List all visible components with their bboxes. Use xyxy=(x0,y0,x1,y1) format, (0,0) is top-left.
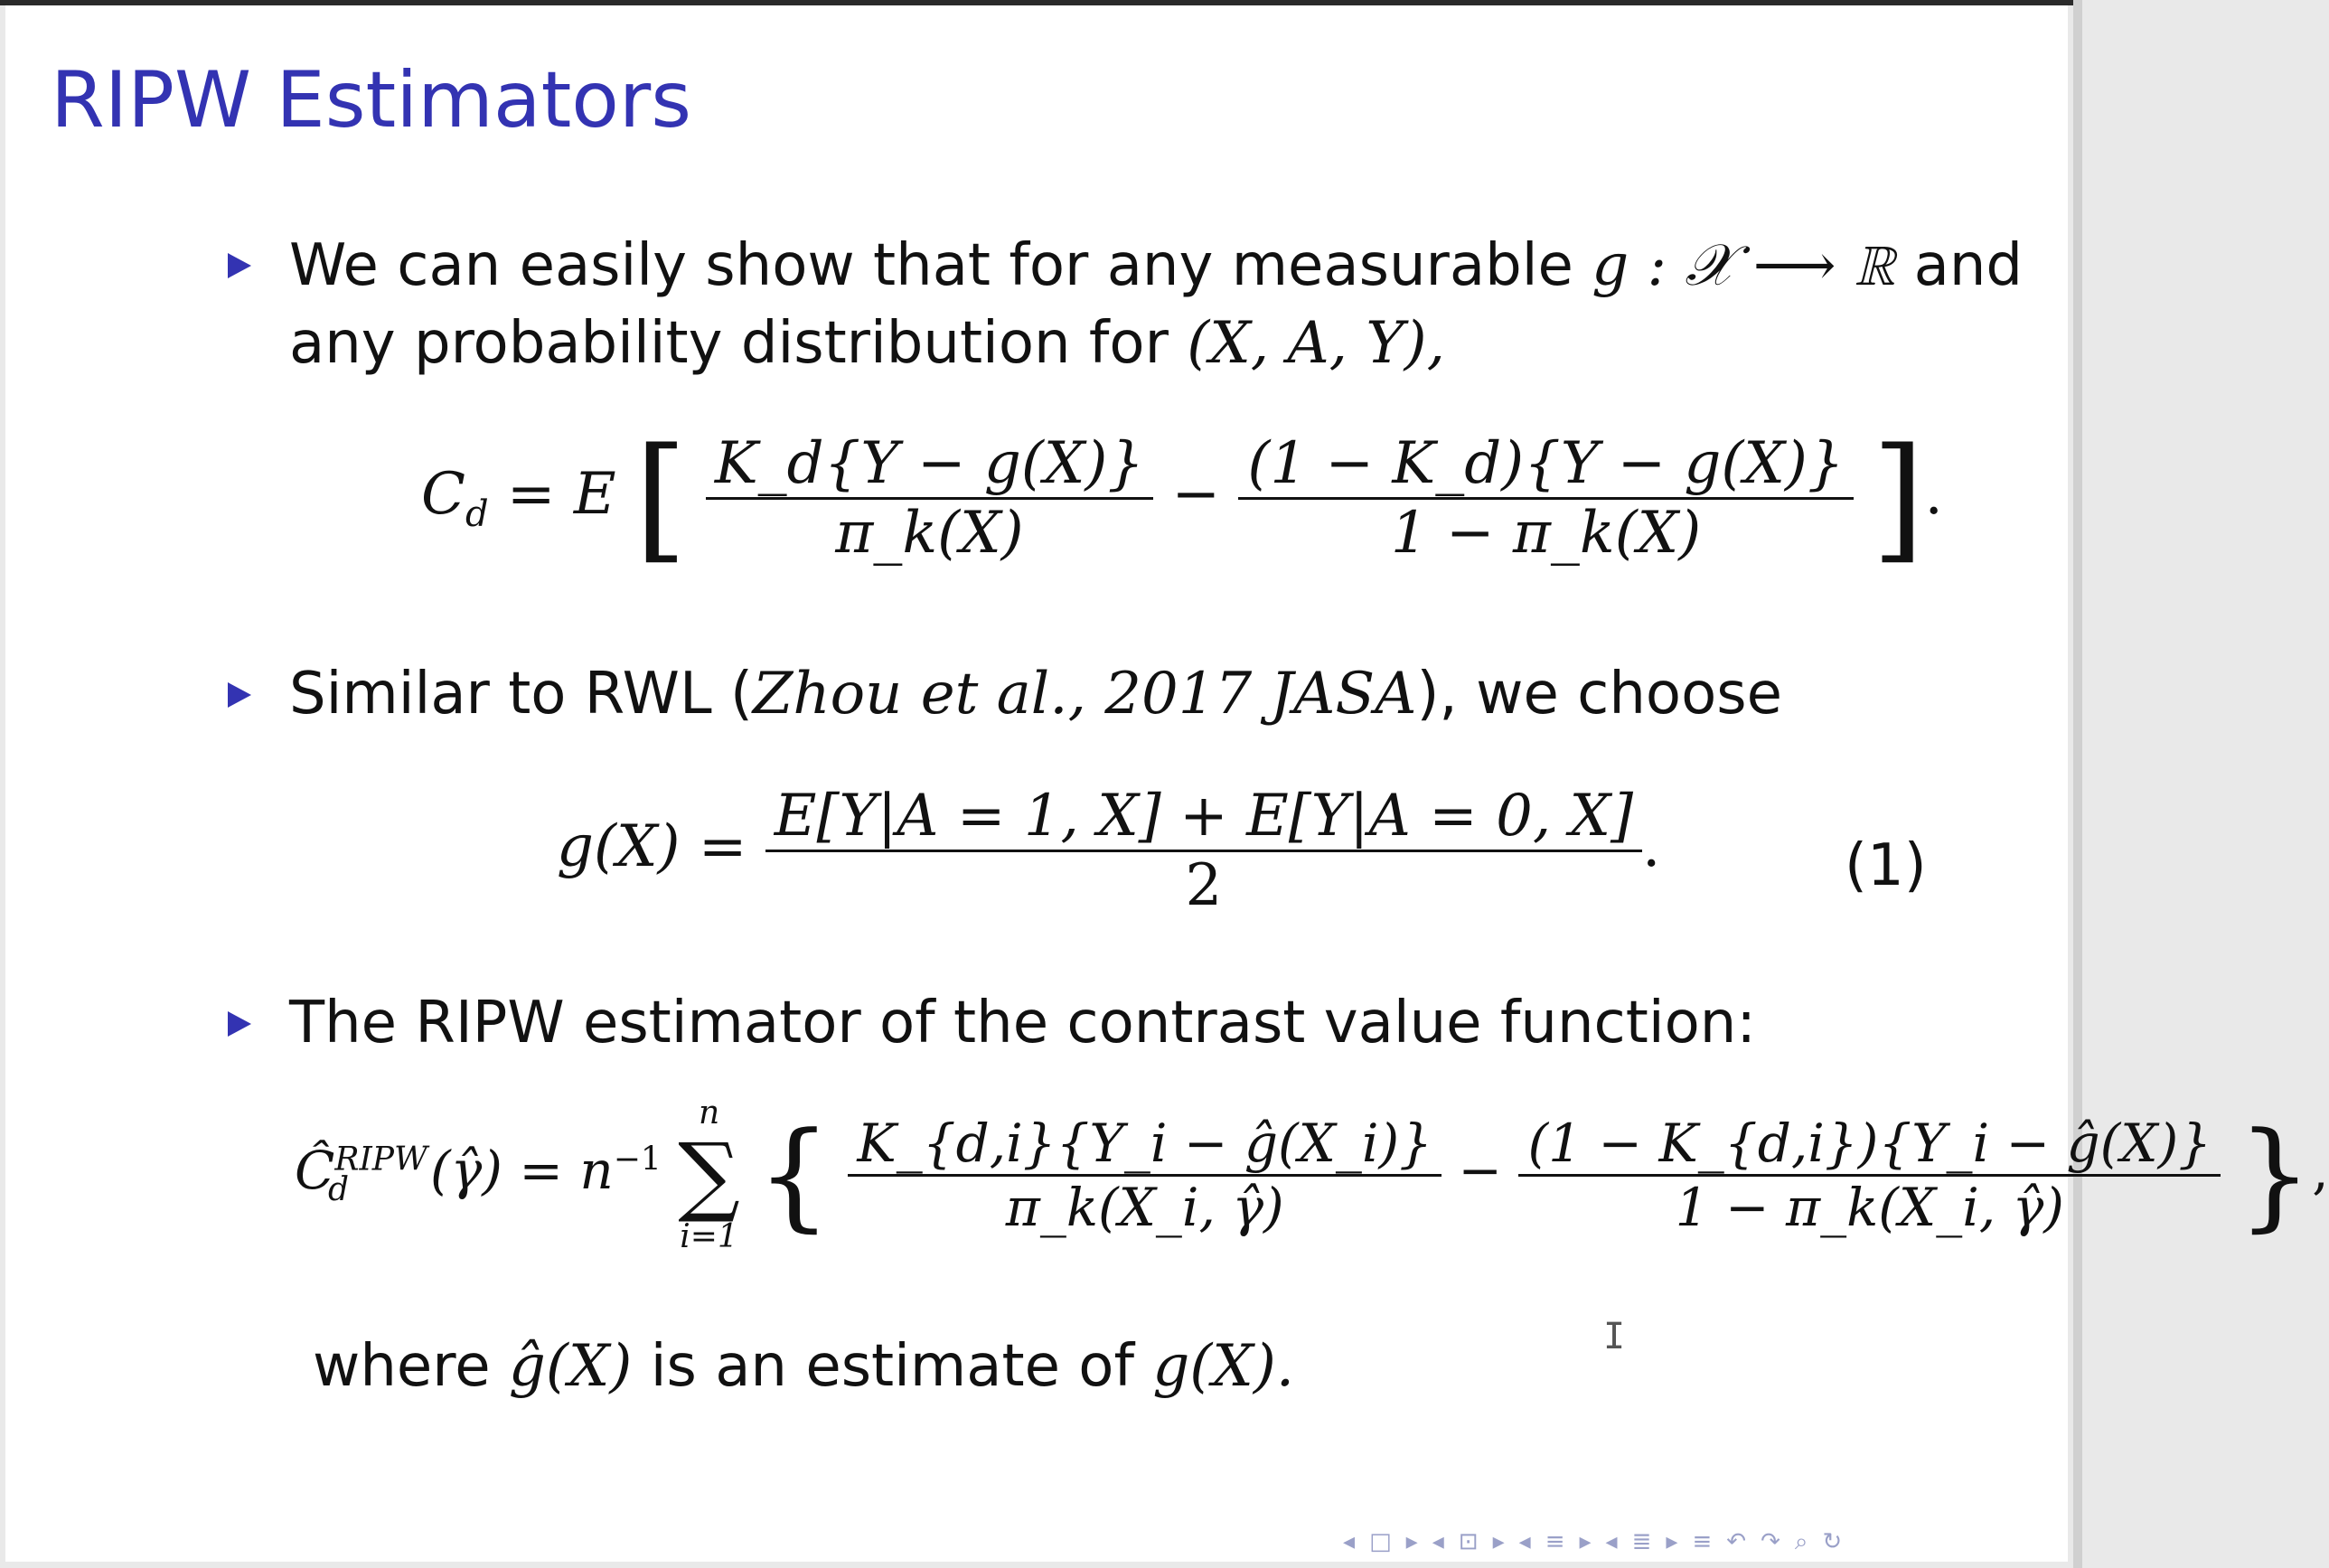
eq2-den: 2 xyxy=(1185,852,1223,919)
bullet-triangle-icon xyxy=(228,682,251,708)
eq3-frac1-num: K_{d,i}{Y_i − ĝ(X_i)} xyxy=(848,1113,1442,1177)
window-right-edge xyxy=(2073,0,2082,1568)
bullet-1-line-2 xyxy=(289,304,1445,383)
equation-cd xyxy=(421,419,1943,577)
nav-subsection-icon[interactable]: ⊡ xyxy=(1458,1528,1479,1555)
eq2-lhs: g(X) = xyxy=(557,813,747,880)
nav-document-icon[interactable]: ≣ xyxy=(1631,1528,1652,1555)
closing-line xyxy=(313,1327,1294,1406)
eq2-fraction xyxy=(765,783,1642,919)
eq3-minus: − xyxy=(1458,1140,1503,1202)
nav-appendix-icon[interactable]: ≡ xyxy=(1692,1528,1713,1555)
nav-prev-frame-icon[interactable]: ◂ xyxy=(1343,1528,1356,1555)
eq3-fraction-2 xyxy=(1518,1113,2221,1238)
eq3-sum xyxy=(678,1094,740,1255)
nav-forward-icon[interactable]: ↷ xyxy=(1761,1528,1780,1555)
eq1-mid: = E xyxy=(488,461,616,528)
closing-math-1: ĝ(X) xyxy=(508,1333,633,1400)
eq3-lhs-sup: RIPW xyxy=(334,1141,427,1178)
nav-next-document-icon[interactable]: ▸ xyxy=(1666,1528,1678,1555)
eq3-frac1-den: π_k(X_i, γ̂) xyxy=(1005,1176,1284,1238)
eq2-end: . xyxy=(1642,813,1661,880)
bullet-1-line-1 xyxy=(289,226,2023,305)
equation-number: (1) xyxy=(1845,832,1927,899)
eq1-frac2-num: (1 − K_d){Y − g(X)} xyxy=(1238,430,1853,500)
eq1-frac1-den: π_k(X) xyxy=(835,500,1024,567)
presentation-slide xyxy=(5,5,2329,1562)
eq2-num: E[Y|A = 1, X] + E[Y|A = 0, X] xyxy=(765,783,1642,852)
bullet-2-text-post: ), we choose xyxy=(1416,661,1782,728)
nav-next-subsection-icon[interactable]: ▸ xyxy=(1492,1528,1505,1555)
eq1-fraction-2 xyxy=(1238,430,1853,567)
eq3-right-brace: } xyxy=(2237,1106,2313,1244)
eq3-end: , xyxy=(2312,1140,2329,1202)
bullet-1-math: g : 𝒳 ⟶ ℝ xyxy=(1592,232,1896,299)
nav-prev-section-icon[interactable]: ◂ xyxy=(1518,1528,1531,1555)
bullet-2-citation: Zhou et al., 2017 JASA xyxy=(752,661,1417,728)
eq3-arg: (γ̂) = n xyxy=(430,1140,614,1202)
nav-back-icon[interactable]: ↶ xyxy=(1726,1528,1747,1555)
eq1-lhs: C xyxy=(421,461,465,528)
text-cursor-icon: I xyxy=(1603,1316,1626,1357)
closing-pre: where xyxy=(313,1333,509,1400)
eq3-exp: −1 xyxy=(613,1141,662,1178)
nav-refresh-icon[interactable]: ↻ xyxy=(1822,1528,1843,1555)
eq3-sigma: ∑ xyxy=(678,1124,740,1225)
eq1-frac1-num: K_d{Y − g(X)} xyxy=(706,430,1153,500)
eq1-lhs-sub: d xyxy=(465,493,489,535)
nav-section-icon[interactable]: ≡ xyxy=(1545,1528,1565,1555)
bullet-1-line-2-text: any probability distribution for xyxy=(289,310,1188,377)
nav-frame-icon[interactable]: □ xyxy=(1369,1528,1392,1555)
bullet-1-line-2-math: (X, A, Y), xyxy=(1187,310,1445,377)
eq3-frac2-num: (1 − K_{d,i}){Y_i − ĝ(X)} xyxy=(1518,1113,2221,1177)
nav-prev-subsection-icon[interactable]: ◂ xyxy=(1432,1528,1444,1555)
nav-search-icon[interactable]: ⌕ xyxy=(1794,1527,1808,1555)
slide-title: RIPW Estimators xyxy=(51,55,692,146)
eq1-minus: − xyxy=(1171,461,1221,528)
bullet-2-text-pre: Similar to RWL ( xyxy=(289,661,753,728)
beamer-navigation-bar xyxy=(1343,1524,1842,1560)
closing-math-2: g(X). xyxy=(1152,1333,1295,1400)
eq1-fraction-1 xyxy=(706,430,1153,567)
eq3-frac2-den: 1 − π_k(X_i, γ̂) xyxy=(1675,1176,2064,1238)
equation-ripw xyxy=(295,1094,2329,1255)
bullet-triangle-icon xyxy=(228,1011,251,1037)
bullet-3-line: The RIPW estimator of the contrast value function: xyxy=(289,990,1756,1056)
nav-prev-document-icon[interactable]: ◂ xyxy=(1605,1528,1618,1555)
closing-mid: is an estimate of xyxy=(632,1333,1153,1400)
bullet-1-text-post: and xyxy=(1895,232,2024,299)
eq1-right-bracket: ] xyxy=(1871,419,1925,577)
equation-g xyxy=(557,783,1660,919)
eq3-lhs-sub: d xyxy=(327,1170,349,1208)
eq3-lhs: Ĉ xyxy=(295,1140,335,1202)
eq3-fraction-1 xyxy=(848,1113,1442,1238)
bullet-2-line xyxy=(289,654,1782,734)
bullet-triangle-icon xyxy=(228,253,251,278)
nav-next-section-icon[interactable]: ▸ xyxy=(1579,1528,1592,1555)
eq1-end: . xyxy=(1924,461,1943,528)
bullet-1-text-pre: We can easily show that for any measurable xyxy=(289,232,1592,299)
eq3-left-brace: { xyxy=(756,1106,831,1244)
eq3-sum-top: n xyxy=(698,1094,720,1131)
nav-next-frame-icon[interactable]: ▸ xyxy=(1405,1528,1418,1555)
eq3-sum-bottom: i=1 xyxy=(680,1218,738,1255)
eq1-left-bracket: [ xyxy=(634,419,688,577)
eq1-frac2-den: 1 − π_k(X) xyxy=(1390,500,1702,567)
